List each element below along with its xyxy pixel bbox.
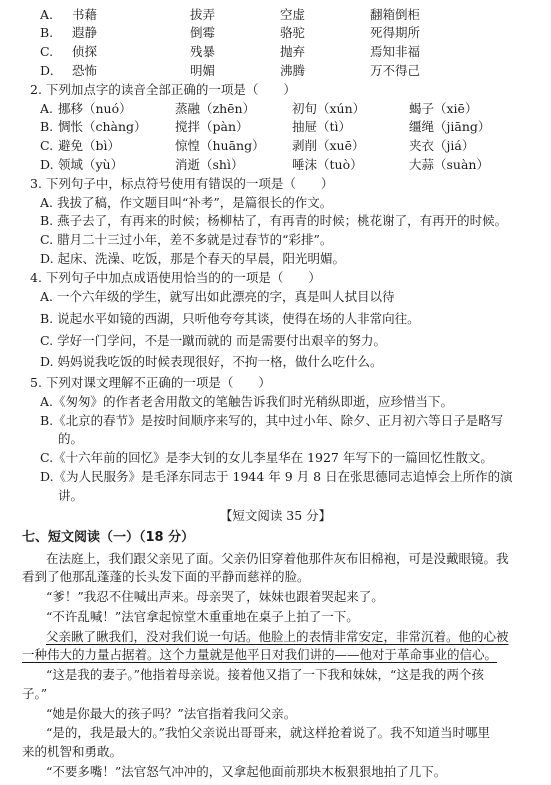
word: 空虚 xyxy=(280,6,306,22)
word: 骆驼 xyxy=(280,25,306,41)
q2-option-a xyxy=(40,100,520,119)
word: 缰绳（jiāng） xyxy=(409,119,491,135)
q1-option-c xyxy=(40,43,520,62)
word: 万不得己 xyxy=(370,63,421,79)
option-label: A. xyxy=(40,100,54,116)
word: 初旬（xún） xyxy=(292,100,366,116)
q5-option-d-cont: 讲。 xyxy=(58,487,84,503)
section-banner: 【短文阅读 35 分】 xyxy=(219,508,332,524)
q1-option-a xyxy=(40,6,520,25)
word: 焉知非福 xyxy=(370,44,421,60)
word: 遐静 xyxy=(72,25,98,41)
option-label: D. xyxy=(40,156,54,172)
option-label: C. xyxy=(40,44,54,60)
q5-option-d: D.《为人民服务》是毛泽东同志于 1944 年 9 月 8 日在张思德同志追悼会上所作的演 xyxy=(40,468,513,484)
underlined-paragraph-cont: 一种伟大的力量占据着。这个力量就是他平日对我们讲的——他对于革命事业的信心。 xyxy=(22,647,498,663)
q1-option-b xyxy=(40,24,520,43)
q4-stem: 4. 下列句子中加点成语使用恰当的的一项是（ ） xyxy=(30,269,321,285)
paragraph: “这是我的妻子。”他指着母亲说。接着他又指了一下我和妹妹，“这是我的两个孩 xyxy=(46,667,484,683)
paragraph-cont: 看到了他那乱蓬蓬的长头发下面的平静而慈祥的脸。 xyxy=(22,569,310,585)
word: 侦探 xyxy=(72,44,98,60)
paragraph: “不要多嘴！”法官怒气冲冲的，又拿起他面前那块木板狠狠地拍了几下。 xyxy=(46,764,447,779)
section-title: 七、短文阅读（一）（18 分） xyxy=(22,530,195,546)
q3-stem: 3. 下列句子中，标点符号使用有错误的一项是（ ） xyxy=(30,175,334,191)
word: 剥削（xuē） xyxy=(292,138,365,154)
word: 避免（bì） xyxy=(58,138,120,154)
underlined-paragraph: 父亲瞅了瞅我们，没对我们说一句话。他脸上的表情非常安定，非常沉着。他的心被 xyxy=(46,628,509,644)
word: 大蒜（suàn） xyxy=(409,156,489,172)
option-label: C. xyxy=(40,138,54,154)
word: 抽屉（tì） xyxy=(292,119,352,135)
word: 书藉 xyxy=(72,6,98,22)
paragraph: 在法庭上，我们跟父亲见了面。父亲仍旧穿着他那件灰布旧棉袍，可是没戴眼镜。我 xyxy=(46,550,509,566)
word: 残暴 xyxy=(190,44,216,60)
paragraph-cont: 来的机智和勇敢。 xyxy=(22,744,123,760)
q5-option-a: A.《匆匆》的作者老舍用散文的笔触告诉我们时光稍纵即逝，应珍惜当下。 xyxy=(40,393,454,409)
word: 夹衣（jiá） xyxy=(409,138,475,154)
paragraph-cont: 子。” xyxy=(22,686,48,701)
word: 蒸融（zhēn） xyxy=(175,100,256,116)
option-label: B. xyxy=(40,25,54,41)
paragraph: “不许乱喊！”法官拿起惊堂木重重地在桌子上拍了一下。 xyxy=(46,608,359,624)
word: 挪移（nuó） xyxy=(58,100,132,116)
q3-option-b: B. 燕子去了，有再来的时候；杨柳枯了，有再青的时候；桃花谢了，有再开的时候。 xyxy=(40,213,508,229)
q5-option-c: C.《十六年前的回忆》是李大钊的女儿李星华在 1927 年写下的一篇回忆性散文。 xyxy=(40,450,493,466)
q4-option-d: D. 妈妈说我吃饭的时候表现很好，不拘一格，做什么吃什么。 xyxy=(40,354,383,370)
word: 唾沫（tuò） xyxy=(292,156,363,172)
q4-option-a: A. 一个六年级的学生，就写出如此漂亮的字，真是叫人拭目以待 xyxy=(40,289,395,305)
word: 沸腾 xyxy=(280,63,306,79)
option-label: B. xyxy=(40,119,54,135)
q3-option-c: C. 腊月二十三过小年，差不多就是过春节的“彩排”。 xyxy=(40,232,333,248)
word: 抛弃 xyxy=(280,44,306,60)
word: 蝎子（xiē） xyxy=(409,100,478,116)
q2-option-c xyxy=(40,137,520,156)
paragraph: “是的，我是最大的。”我怕父亲说出哥哥来，就这样抢着说了。我不知道当时哪里 xyxy=(46,725,491,741)
word: 倒霉 xyxy=(190,25,216,41)
q2-option-d xyxy=(40,156,520,175)
word: 惊惶（huāng） xyxy=(175,138,265,154)
word: 领域（yù） xyxy=(58,156,124,172)
q5-stem: 5. 下列对课文理解不正确的一项是（ ） xyxy=(30,374,271,390)
word: 明媚 xyxy=(190,63,216,79)
word: 惆怅（chàng） xyxy=(58,119,147,135)
q2-stem: 2. 下列加点字的读音全部正确的一项是（ ） xyxy=(30,81,296,97)
q5-option-b: B.《北京的春节》是按时间顺序来写的，其中过小年、除夕、正月初六等日子是略写 xyxy=(40,412,504,428)
word: 恐怖 xyxy=(72,63,98,79)
q3-option-d: D. 起床、洗澡、吃饭，那是个春天的早晨，阳光明媚。 xyxy=(40,250,346,266)
q2-option-b xyxy=(40,118,520,137)
q5-option-b-cont: 的。 xyxy=(58,431,84,447)
option-label: D. xyxy=(40,63,54,79)
option-label: A. xyxy=(40,6,54,22)
word: 搅拌（pàn） xyxy=(175,119,249,135)
word: 翻箱倒柜 xyxy=(370,6,421,22)
q3-option-a: A. 我拔了稿，作文题目叫“补考”，是篇很长的作文。 xyxy=(40,194,333,210)
word: 死得期所 xyxy=(370,25,421,41)
word: 消逝（shì） xyxy=(175,156,244,172)
word: 拔弄 xyxy=(190,6,216,22)
q4-option-b: B. 说起水平如镜的西湖，只听他夸夸其谈，使得在场的人非常向往。 xyxy=(40,311,420,327)
paragraph: “她是你最大的孩子吗？”法官指着我问父亲。 xyxy=(46,705,297,721)
q1-option-d xyxy=(40,62,520,81)
q4-option-c: C. 学好一门学问，不是一蹴而就的 而是需要付出艰辛的努力。 xyxy=(40,332,387,348)
paragraph: “爹！”我忍不住喊出声来。母亲哭了，妹妹也跟着哭起来了。 xyxy=(46,589,384,605)
